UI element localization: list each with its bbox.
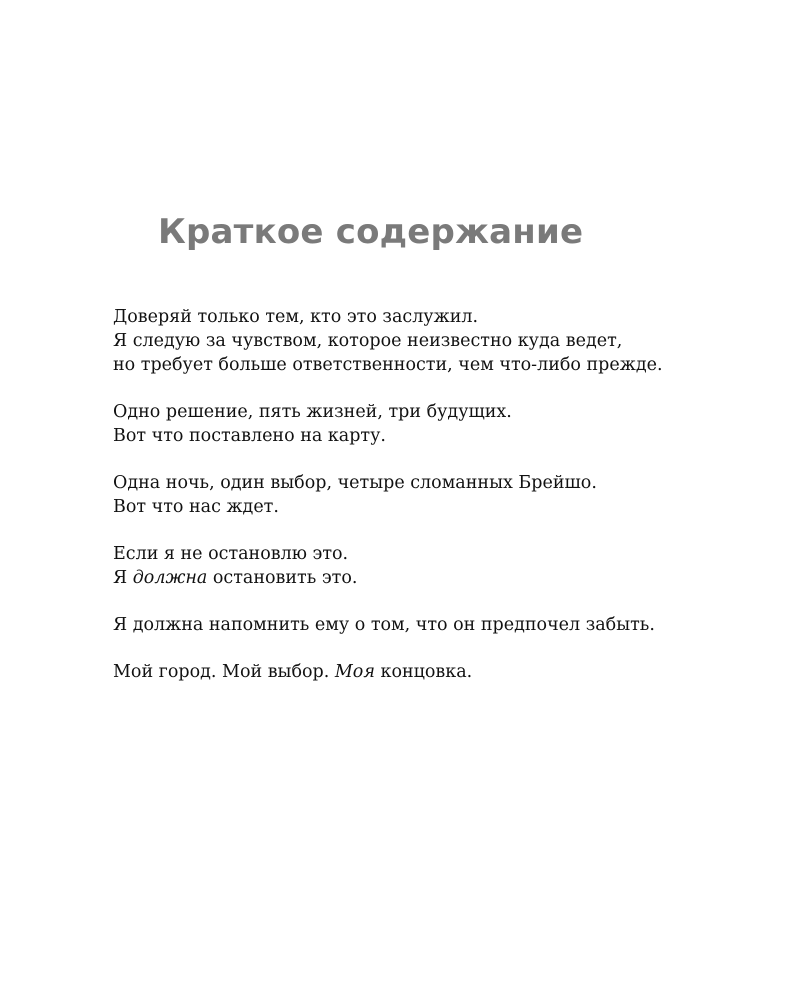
text-line: Доверяй только тем, кто это заслужил. (113, 307, 479, 327)
stanza-6 (113, 660, 773, 684)
stanza-4 (113, 542, 773, 590)
stanza-5 (113, 613, 773, 637)
text-line-with-emphasis (113, 660, 773, 684)
stanza-2 (113, 400, 773, 448)
text-line: Вот что поставлено на карту. (113, 426, 386, 446)
page-title: Краткое содержание (158, 212, 584, 252)
stanza-1 (113, 305, 773, 377)
text-segment: Мой город. Мой выбор. (113, 662, 335, 682)
stanza-3 (113, 471, 773, 519)
text-line-with-emphasis (113, 566, 773, 590)
emphasized-word: Моя (334, 662, 375, 682)
text-segment: Я (113, 568, 133, 588)
text-line: Я должна напомнить ему о том, что он предпочел забыть. (113, 615, 655, 635)
summary-text (113, 305, 773, 707)
text-line: Вот что нас ждет. (113, 497, 279, 517)
emphasized-word: должна (132, 568, 208, 588)
text-line: Одна ночь, один выбор, четыре сломанных Брейшо. (113, 473, 597, 493)
text-line: Если я не остановлю это. (113, 544, 349, 564)
text-segment: концовка. (374, 662, 473, 682)
text-line: Я следую за чувством, которое неизвестно куда ведет, (113, 331, 623, 351)
text-line: Одно решение, пять жизней, три будущих. (113, 402, 512, 422)
text-segment: остановить это. (207, 568, 358, 588)
text-line: но требует больше ответственности, чем что-либо прежде. (113, 355, 663, 375)
